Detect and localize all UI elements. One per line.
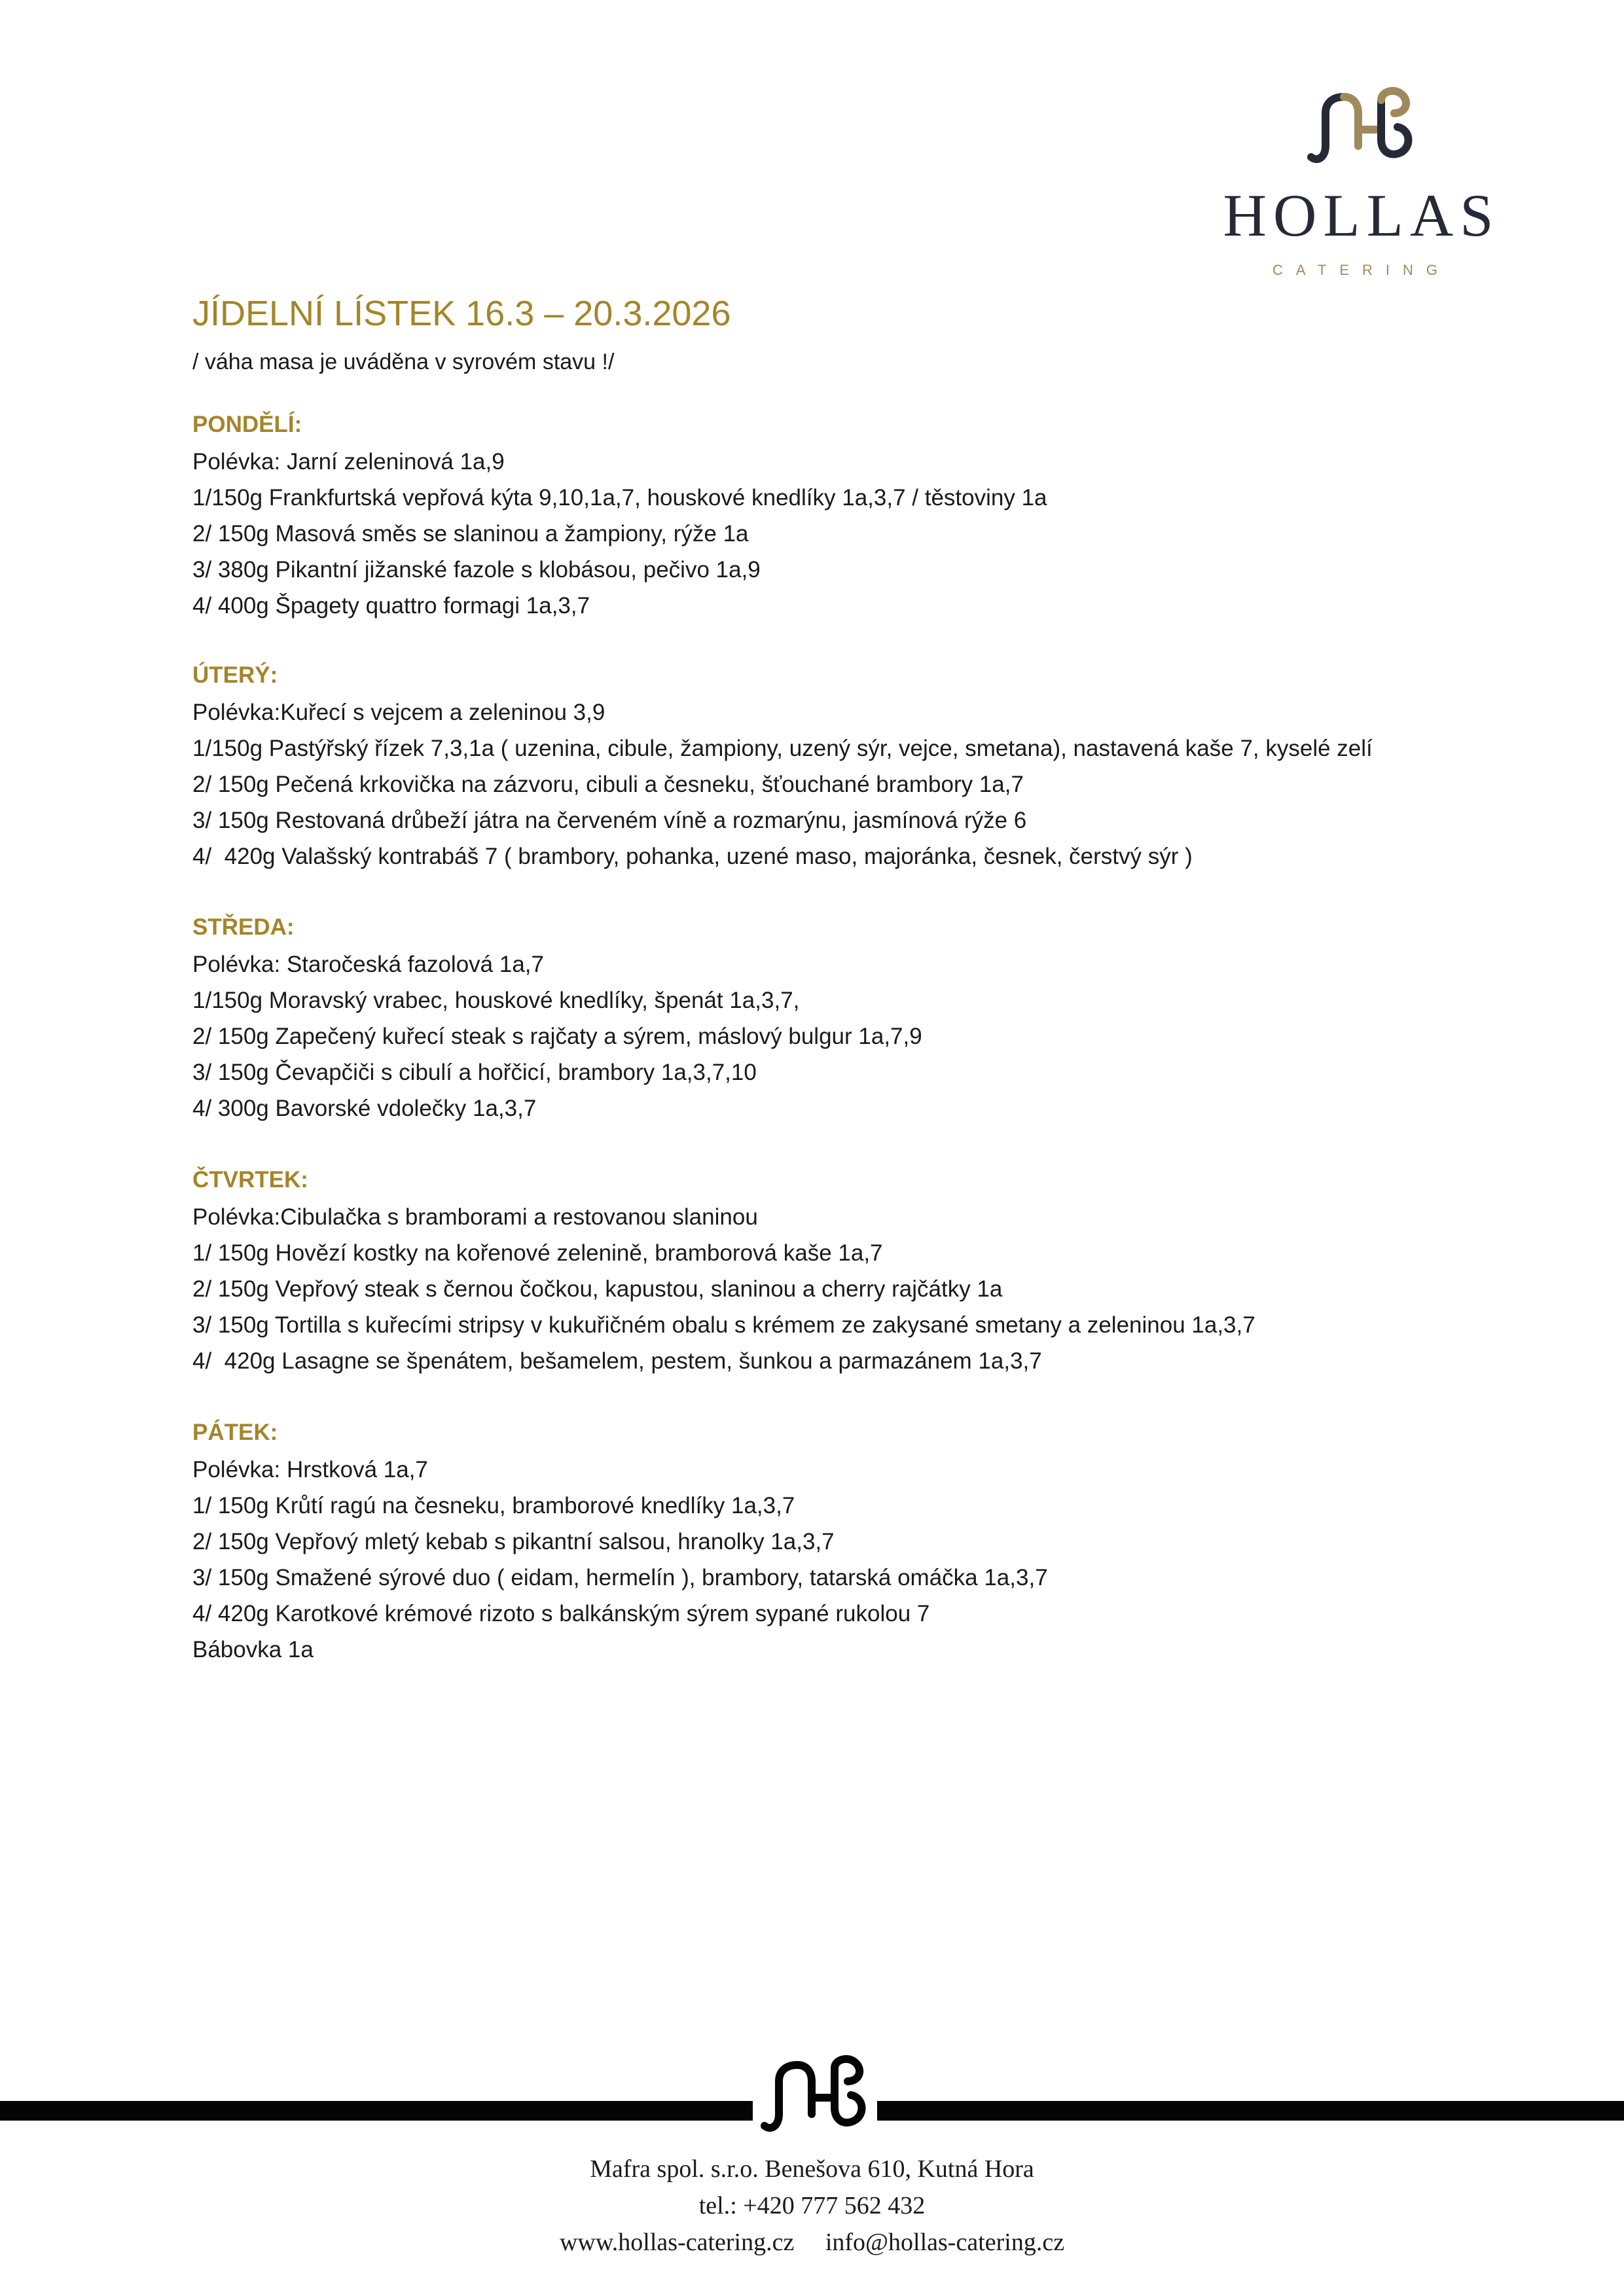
weight-note: / váha masa je uváděna v syrovém stavu !/ <box>192 350 615 374</box>
menu-item: 2/ 150g Vepřový steak s černou čočkou, kapustou, slaninou a cherry rajčátky 1a <box>192 1276 1003 1302</box>
menu-item: 3/ 150g Smažené sýrové duo ( eidam, hermelín ), brambory, tatarská omáčka 1a,3,7 <box>192 1565 1048 1590</box>
menu-item: 4/ 420g Lasagne se špenátem, bešamelem, pestem, šunkou a parmazánem 1a,3,7 <box>192 1348 1042 1374</box>
hollas-monogram-icon <box>759 2049 871 2140</box>
menu-item: Polévka: Jarní zeleninová 1a,9 <box>192 449 505 475</box>
day-heading: PONDĚLÍ: <box>192 412 302 437</box>
footer-email-link[interactable]: info@hollas-catering.cz <box>825 2229 1065 2256</box>
menu-item: 2/ 150g Zapečený kuřecí steak s rajčaty a sýrem, máslový bulgur 1a,7,9 <box>192 1024 922 1049</box>
hollas-monogram-icon <box>1306 84 1417 169</box>
menu-item: 1/150g Frankfurtská vepřová kýta 9,10,1a,7, houskové knedlíky 1a,3,7 / těstoviny 1a <box>192 485 1047 511</box>
day-section-wednesday <box>192 908 1502 1126</box>
day-heading: PÁTEK: <box>192 1420 278 1445</box>
brand-name: HOLLAS <box>1223 182 1500 249</box>
day-section-thursday <box>192 1161 1502 1379</box>
menu-item: Polévka: Staročeská fazolová 1a,7 <box>192 952 544 977</box>
footer-contacts <box>0 2228 1624 2257</box>
menu-item: 1/150g Moravský vrabec, houskové knedlíky, špenát 1a,3,7, <box>192 988 800 1013</box>
menu-item: 4/ 300g Bavorské vdolečky 1a,3,7 <box>192 1096 537 1121</box>
footer-website-link[interactable]: www.hollas-catering.cz <box>559 2229 795 2256</box>
brand-subtitle: CATERING <box>1272 262 1451 278</box>
day-heading: ČTVRTEK: <box>192 1167 308 1193</box>
page-title: JÍDELNÍ LÍSTEK 16.3 – 20.3.2026 <box>192 294 731 333</box>
menu-item: Bábovka 1a <box>192 1637 314 1662</box>
day-section-monday <box>192 406 1502 624</box>
menu-item: 4/ 420g Karotkové krémové rizoto s balkánským sýrem sypané rukolou 7 <box>192 1601 930 1626</box>
menu-item: 1/ 150g Hovězí kostky na kořenové zelenině, bramborová kaše 1a,7 <box>192 1240 883 1266</box>
menu-item: 3/ 150g Tortilla s kuřecími stripsy v kukuřičném obalu s krémem ze zakysané smetany a zeleninou 1a,3,7 <box>192 1312 1255 1338</box>
day-heading: STŘEDA: <box>192 914 295 940</box>
menu-item: 2/ 150g Pečená krkovička na zázvoru, cibuli a česneku, šťouchané brambory 1a,7 <box>192 772 1024 797</box>
menu-item: Polévka: Hrstková 1a,7 <box>192 1457 428 1482</box>
menu-item: 3/ 380g Pikantní jižanské fazole s klobásou, pečivo 1a,9 <box>192 557 761 583</box>
menu-item: Polévka:Kuřecí s vejcem a zeleninou 3,9 <box>192 700 605 725</box>
menu-item: 2/ 150g Vepřový mletý kebab s pikantní salsou, hranolky 1a,3,7 <box>192 1529 835 1554</box>
day-section-friday <box>192 1414 1502 1668</box>
menu-item: 4/ 420g Valašský kontrabáš 7 ( brambory, pohanka, uzené maso, majoránka, česnek, čerstvý sýr ) <box>192 844 1193 869</box>
day-heading: ÚTERÝ: <box>192 662 278 688</box>
menu-item: 3/ 150g Restovaná drůbeží játra na červeném víně a rozmarýnu, jasmínová rýže 6 <box>192 808 1027 833</box>
menu-item: 4/ 400g Špagety quattro formagi 1a,3,7 <box>192 593 590 619</box>
day-section-tuesday <box>192 656 1502 874</box>
footer-address: Mafra spol. s.r.o. Benešova 610, Kutná Hora <box>590 2155 1034 2183</box>
menu-item: 1/ 150g Krůtí ragú na česneku, bramborové knedlíky 1a,3,7 <box>192 1493 795 1518</box>
menu-item: Polévka:Cibulačka s bramborami a restovanou slaninou <box>192 1204 758 1230</box>
menu-item: 3/ 150g Čevapčiči s cibulí a hořčicí, brambory 1a,3,7,10 <box>192 1060 757 1085</box>
menu-item: 2/ 150g Masová směs se slaninou a žampiony, rýže 1a <box>192 521 749 547</box>
footer-phone: tel.: +420 777 562 432 <box>698 2192 926 2219</box>
company-logo <box>1218 84 1506 280</box>
menu-item: 1/150g Pastýřský řízek 7,3,1a ( uzenina, cibule, žampiony, uzený sýr, vejce, smetana), nastavená kaše 7, kyselé zelí <box>192 736 1373 761</box>
